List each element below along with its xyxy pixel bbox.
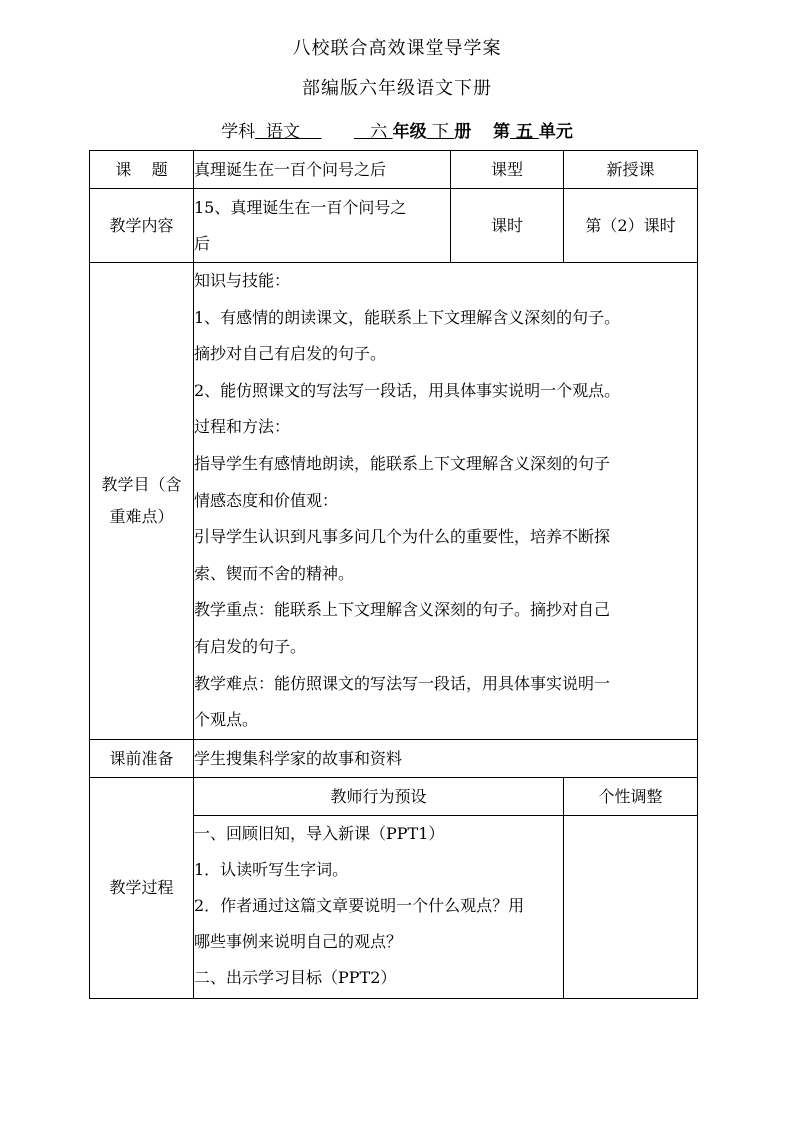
objective-line: 1、有感情的朗读课文，能联系上下文理解含义深刻的句子。 xyxy=(194,307,621,327)
content-row xyxy=(90,189,698,263)
objective-line: 指导学生有感情地朗读，能联系上下文理解含义深刻的句子 xyxy=(194,453,611,473)
objectives-label-line: 教学目（含 xyxy=(101,474,182,494)
period-value: 第（2）课时 xyxy=(564,189,698,263)
teacher-behavior-header: 教师行为预设 xyxy=(194,777,564,815)
objectives-content xyxy=(194,263,698,740)
personal-adjustment-content xyxy=(564,815,698,998)
process-header-row xyxy=(90,777,698,815)
objective-line: 教学难点：能仿照课文的写法写一段话，用具体事实说明一 xyxy=(194,673,611,693)
lesson-type-label: 课型 xyxy=(451,151,564,189)
preparation-label: 课前准备 xyxy=(90,739,194,777)
subject-label: 学科 xyxy=(221,122,256,142)
lesson-type-value: 新授课 xyxy=(564,151,698,189)
subject-value: 语文 xyxy=(255,122,322,142)
objective-line: 过程和方法： xyxy=(194,417,291,437)
objective-line: 摘抄对自己有启发的句子。 xyxy=(194,344,387,364)
unit-prefix: 第 xyxy=(493,122,511,142)
period-label: 课时 xyxy=(451,189,564,263)
teacher-behavior-content xyxy=(194,815,564,998)
objective-line: 2、能仿照课文的写法写一段话，用具体事实说明一个观点。 xyxy=(194,380,621,400)
unit-value: 五 xyxy=(510,122,539,142)
process-line: 2．作者通过这篇文章要说明一个什么观点？用 xyxy=(194,895,525,915)
course-meta-line xyxy=(0,117,794,142)
content-line: 15、真理诞生在一百个问号之 xyxy=(194,197,407,217)
lesson-plan-table xyxy=(89,150,698,999)
process-line: 一、回顾旧知，导入新课（PPT1） xyxy=(194,823,445,843)
objective-line: 知识与技能： xyxy=(194,271,291,290)
process-line: 1．认读听写生字词。 xyxy=(194,859,349,879)
objective-line: 索、锲而不舍的精神。 xyxy=(194,563,355,583)
document-subtitle: 部编版六年级语文下册 xyxy=(302,78,492,99)
content-value xyxy=(194,189,451,263)
objectives-label-line: 重难点） xyxy=(109,506,174,526)
content-label: 教学内容 xyxy=(90,189,194,263)
preparation-value: 学生搜集科学家的故事和资料 xyxy=(194,739,698,777)
grade-value: 六 xyxy=(353,122,393,142)
book-label: 册 xyxy=(454,122,472,142)
grade-label: 年级 xyxy=(392,122,427,142)
topic-label: 课 题 xyxy=(90,151,194,189)
process-line: 哪些事例来说明自己的观点？ xyxy=(194,931,403,951)
process-line: 二、出示学习目标（PPT2） xyxy=(194,967,397,987)
preparation-row xyxy=(90,739,698,777)
objective-line: 引导学生认识到凡事多问几个为什么的重要性，培养不断探 xyxy=(194,527,611,547)
document-title: 八校联合高效课堂导学案 xyxy=(292,38,502,59)
content-line: 后 xyxy=(194,233,211,253)
objective-line: 有启发的句子。 xyxy=(194,636,307,656)
personal-adjustment-header: 个性调整 xyxy=(564,777,698,815)
unit-label: 单元 xyxy=(538,122,573,142)
topic-row xyxy=(90,151,698,189)
objectives-label xyxy=(90,263,194,740)
topic-value: 真理诞生在一百个问号之后 xyxy=(194,151,451,189)
process-label: 教学过程 xyxy=(90,777,194,998)
objective-line: 个观点。 xyxy=(194,710,259,730)
objective-line: 教学重点：能联系上下文理解含义深刻的句子。摘抄对自己 xyxy=(194,600,611,620)
term-value: 下 xyxy=(426,122,455,142)
objective-line: 情感态度和价值观： xyxy=(194,490,339,510)
objectives-row xyxy=(90,263,698,740)
